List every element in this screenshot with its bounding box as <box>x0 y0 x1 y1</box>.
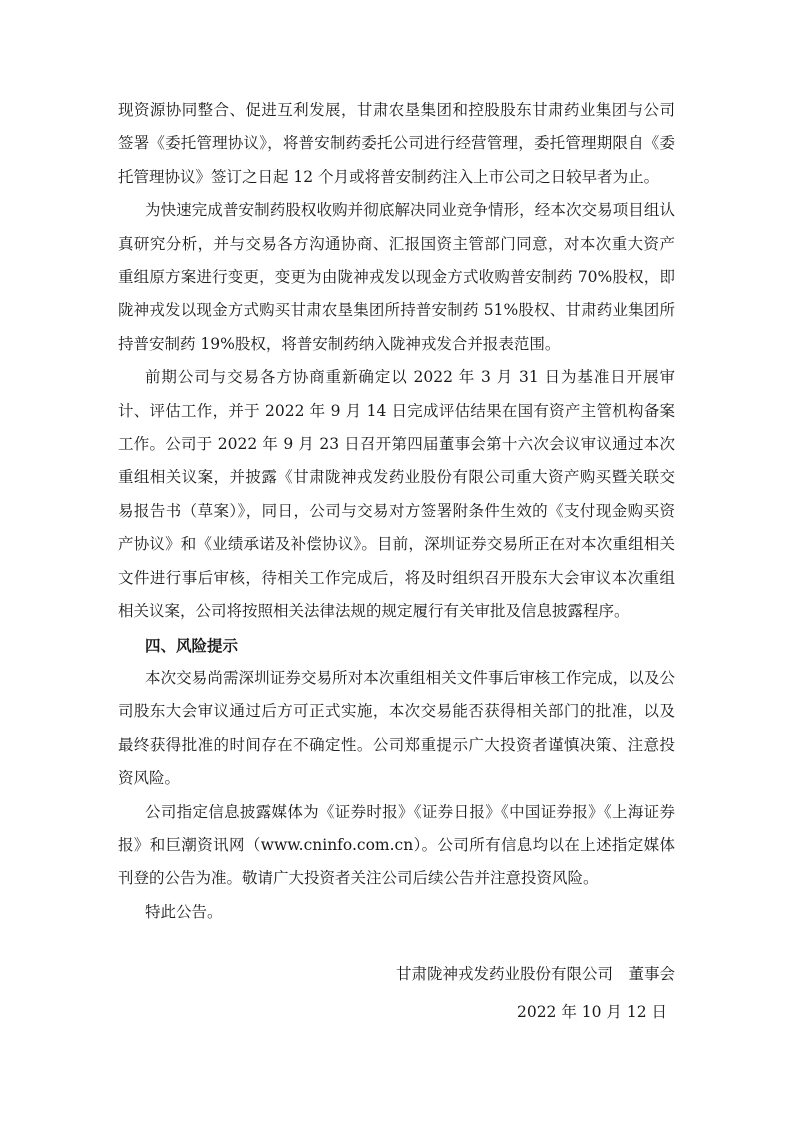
document-body <box>118 94 675 1029</box>
paragraph-disclosure-media: 公司指定信息披露媒体为《证券时报》《证券日报》《中国证券报》《上海证券报》和巨潮资讯网（www.cninfo.com.cn）。公司所有信息均以在上述指定媒体刊登的公告为准。敬请广大投资者关注公司后续公告并注意投资风险。 <box>118 802 675 888</box>
paragraph-plan-change: 为快速完成普安制药股权收购并彻底解决同业竞争情形，经本次交易项目组认真研究分析，并与交易各方沟通协商、汇报国资主管部门同意，对本次重大资产重组原方案进行变更，变更为由陇神戎发以现金方式收购普安制药 70%股权，即陇神戎发以现金方式购买甘肃农垦集团所持普安制药 51%股权、甘肃药业集团所持普安制药 19%股权，将普安制药纳入陇神戎发合并报表范围。 <box>118 201 675 353</box>
section-heading-risk-notice: 四、风险提示 <box>145 635 239 655</box>
paragraph-entrusted-management: 现资源协同整合、促进互利发展，甘肃农垦集团和控股股东甘肃药业集团与公司签署《委托管理协议》，将普安制药委托公司进行经营管理，委托管理期限自《委托管理协议》签订之日起 12 个月或将普安制药注入上市公司之日较早者为止。 <box>118 101 675 186</box>
signature-block <box>118 958 675 1029</box>
paragraph-announcement-closing: 特此公告。 <box>145 902 223 921</box>
signature-date-line: 2022 年 10 月 12 日 <box>516 1002 667 1021</box>
signature-company-line: 甘肃陇神戎发药业股份有限公司 董事会 <box>395 965 675 984</box>
paragraph-risk-approval-uncertainty: 本次交易尚需深圳证券交易所对本次重组相关文件事后审核工作完成，以及公司股东大会审议通过后方可正式实施，本次交易能否获得相关部门的批准，以及最终获得批准的时间存在不确定性。公司郑重提示广大投资者谨慎决策、注意投资风险。 <box>118 668 675 788</box>
paragraph-restructuring-progress: 前期公司与交易各方协商重新确定以 2022 年 3 月 31 日为基准日开展审计、评估工作，并于 2022 年 9 月 14 日完成评估结果在国有资产主管机构备案工作。公司于 2022 年 9 月 23 日召开第四届董事会第十六次会议审议通过本次重组相关议案，并披露《甘肃陇神戎发药业股份有限公司重大资产购买暨关联交易报告书（草案）》，同日，公司与交易对方签署附条件生效的《支付现金购买资产协议》和《业绩承诺及补偿协议》。目前，深圳证券交易所正在对本次重组相关文件进行事后审核，待相关工作完成后，将及时组织召开股东大会审议本次重组相关议案，公司将按照相关法律法规的规定履行有关审批及信息披露程序。 <box>118 368 675 621</box>
